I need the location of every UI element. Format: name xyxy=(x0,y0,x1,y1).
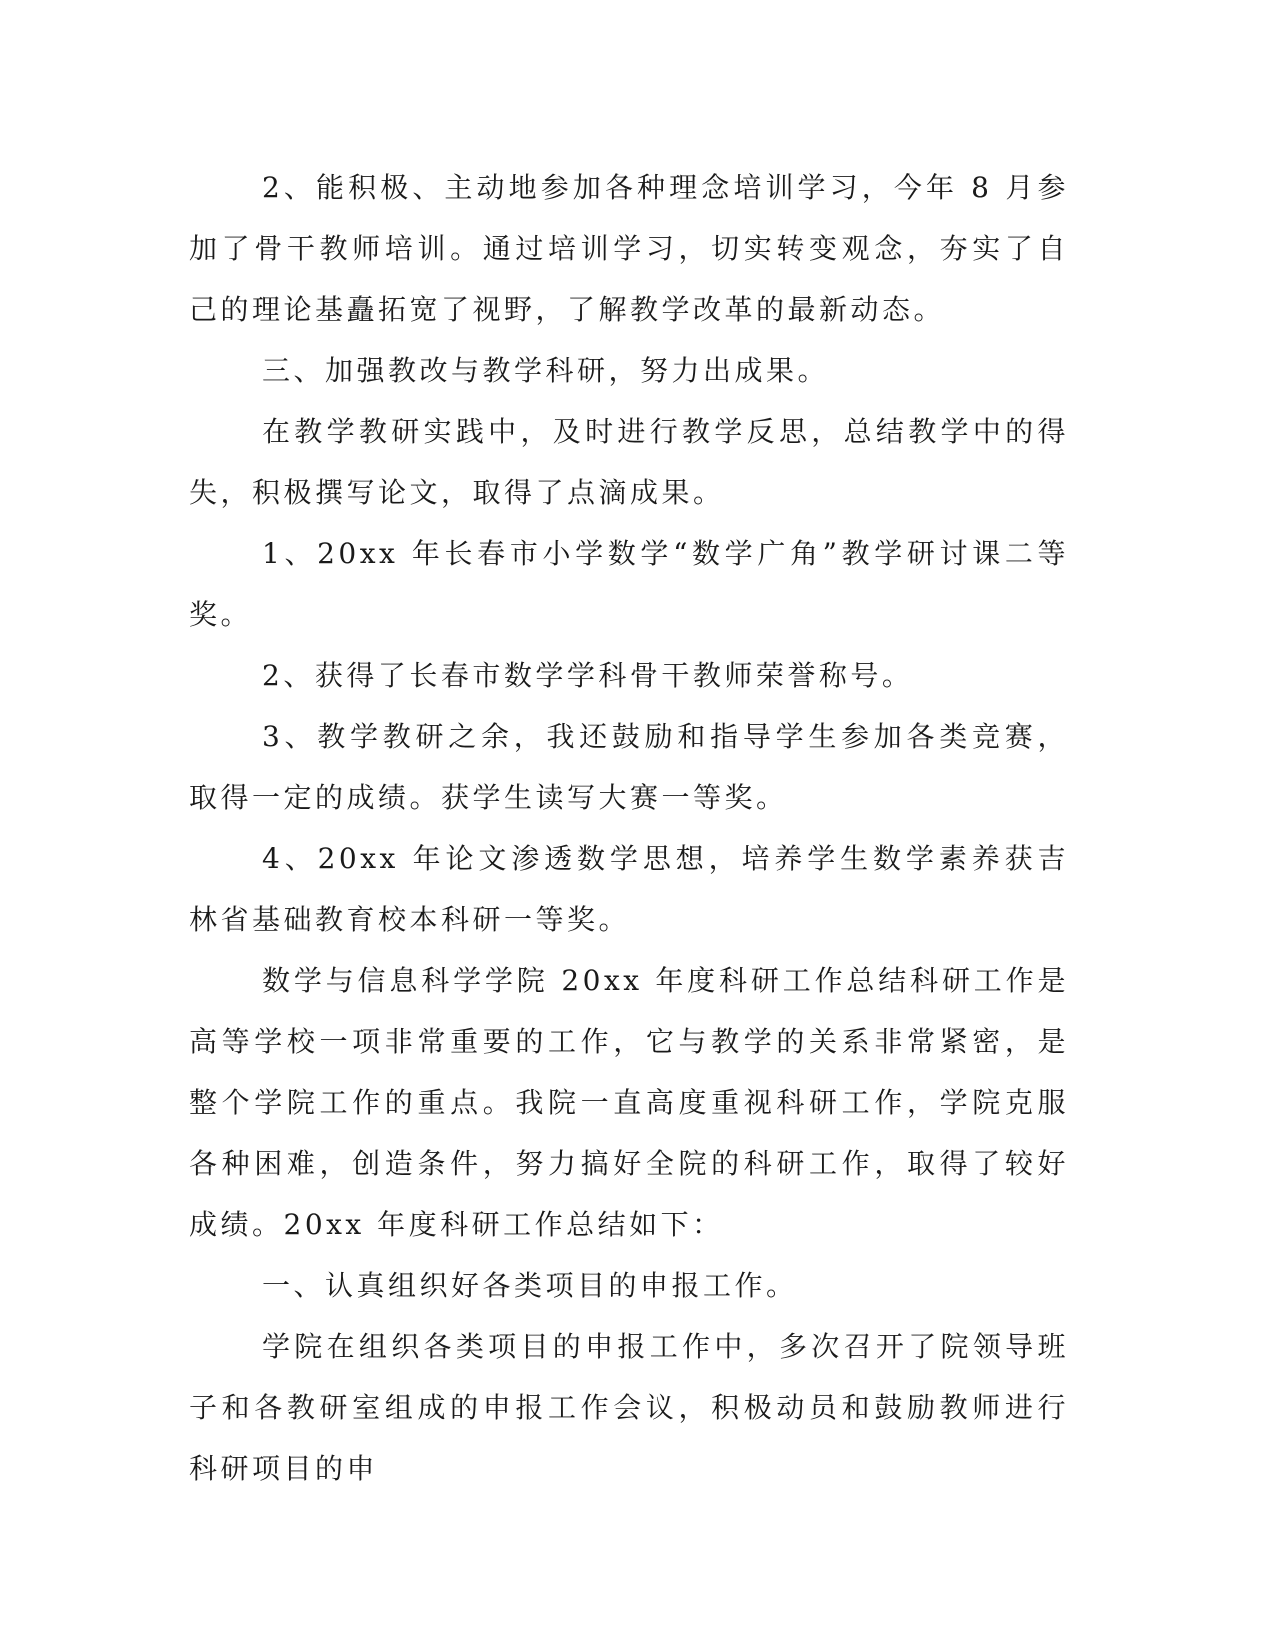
list-item-award-4: 4、20xx 年论文渗透数学思想，培养学生数学素养获吉林省基础教育校本科研一等奖。 xyxy=(189,842,1069,936)
paragraph-college-summary: 数学与信息科学学院 20xx 年度科研工作总结科研工作是高等学校一项非常重要的工作，它与教学的关系非常紧密，是整个学院工作的重点。我院一直高度重视科研工作，学院克服各种困难，创造条件，努力搞好全院的科研工作，取得了较好成绩。20xx 年度科研工作总结如下： xyxy=(189,964,1069,1241)
list-item-award-3: 3、教学教研之余，我还鼓励和指导学生参加各类竞赛，取得一定的成绩。获学生读写大赛一等奖。 xyxy=(189,720,1069,814)
document-body xyxy=(189,157,1069,1499)
heading-research-section: 三、加强教改与教学科研，努力出成果。 xyxy=(262,354,830,387)
list-item-award-1: 1、20xx 年长春市小学数学“数学广角”教学研讨课二等奖。 xyxy=(189,537,1069,631)
paragraph-application-meetings: 学院在组织各类项目的申报工作中，多次召开了院领导班子和各教研室组成的申报工作会议，积极动员和鼓励教师进行科研项目的申 xyxy=(189,1330,1069,1485)
heading-project-application: 一、认真组织好各类项目的申报工作。 xyxy=(262,1269,798,1302)
list-item-award-2: 2、获得了长春市数学学科骨干教师荣誉称号。 xyxy=(262,659,914,692)
paragraph-training: 2、能积极、主动地参加各种理念培训学习，今年 8 月参加了骨干教师培训。通过培训学习，切实转变观念，夯实了自己的理论基矗拓宽了视野，了解教学改革的最新动态。 xyxy=(189,171,1069,326)
paragraph-reflection: 在教学教研实践中，及时进行教学反思，总结教学中的得失，积极撰写论文，取得了点滴成果。 xyxy=(189,415,1069,509)
